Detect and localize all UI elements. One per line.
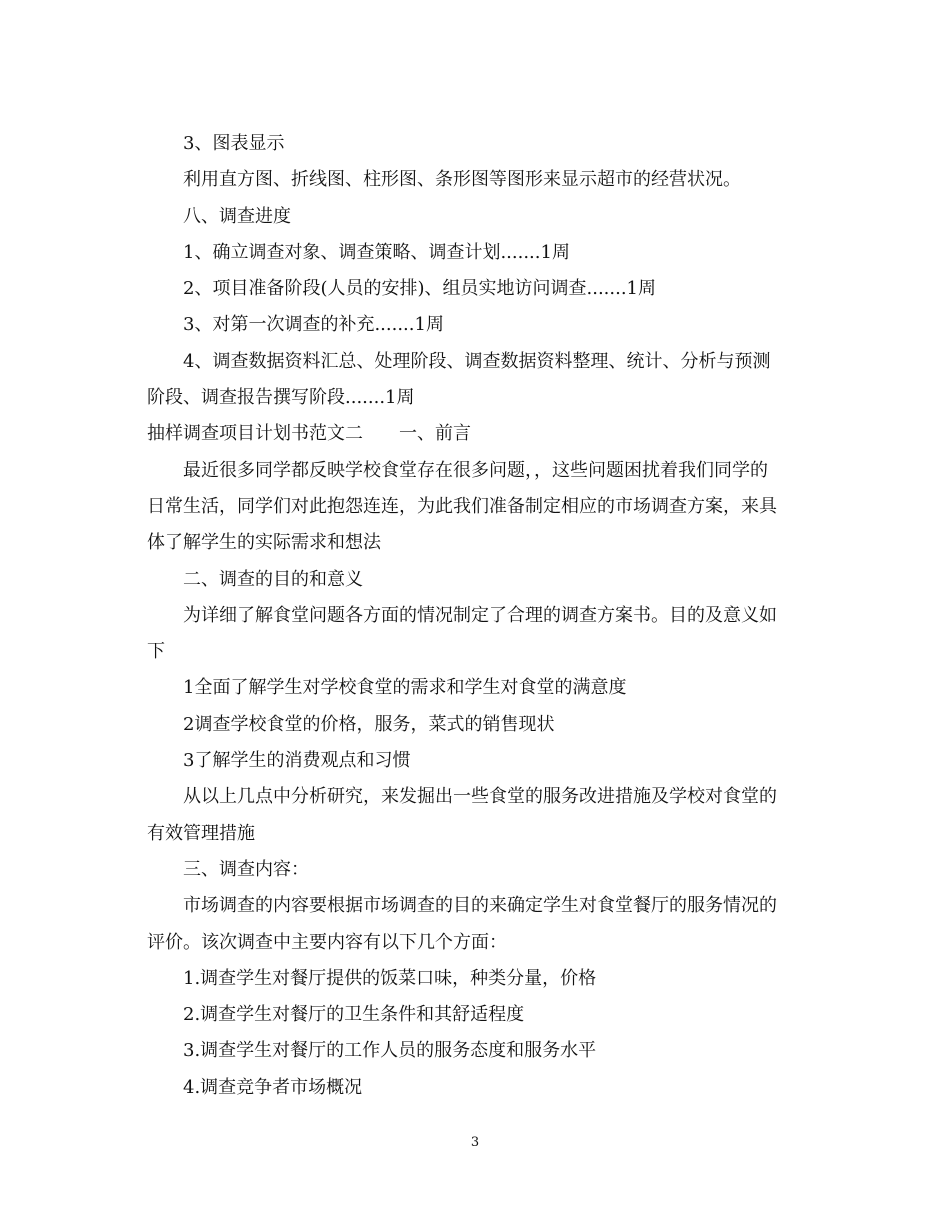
paragraph-line: 从以上几点中分析研究，来发掘出一些食堂的服务改进措施及学校对食堂的: [183, 786, 777, 808]
schedule-item-line1: 4、调查数据资料汇总、处理阶段、调查数据资料整理、统计、分析与预测: [183, 350, 771, 372]
section-heading-content: 三、调查内容：: [183, 858, 309, 880]
paragraph-line: 评价。该次调查中主要内容有以下几个方面：: [147, 931, 507, 953]
paragraph-line: 最近很多同学都反映学校食堂存在很多问题，，这些问题困扰着我们同学的: [183, 459, 768, 481]
schedule-item: 3、对第一次调查的补充.......1周: [183, 314, 444, 336]
paragraph-line: 有效管理措施: [147, 822, 255, 844]
paragraph: 利用直方图、折线图、柱形图、条形图等图形来显示超市的经营状况。: [183, 169, 741, 191]
list-item: 1全面了解学生对学校食堂的需求和学生对食堂的满意度: [183, 677, 627, 699]
heading-chart-display: 3、图表显示: [183, 133, 285, 154]
list-item: 2调查学校食堂的价格，服务，菜式的销售现状: [183, 713, 555, 735]
paragraph-line: 下: [147, 641, 165, 663]
page-body: [147, 132, 807, 1112]
list-item: 1.调查学生对餐厅提供的饭菜口味，种类分量，价格: [183, 967, 597, 989]
schedule-item-line2: 阶段、调查报告撰写阶段.......1周: [147, 387, 415, 409]
paragraph-line: 为详细了解食堂问题各方面的情况制定了合理的调查方案书。目的及意义如: [183, 604, 777, 626]
list-item: 4.调查竞争者市场概况: [183, 1076, 363, 1098]
list-item: 3了解学生的消费观点和习惯: [183, 750, 411, 772]
section-heading-purpose: 二、调查的目的和意义: [183, 568, 363, 590]
page-number: 3: [470, 1135, 480, 1150]
schedule-item: 1、确立调查对象、调查策略、调查计划.......1周: [183, 241, 570, 263]
list-item: 2.调查学生对餐厅的卫生条件和其舒适程度: [183, 1004, 525, 1026]
list-item: 3.调查学生对餐厅的工作人员的服务态度和服务水平: [183, 1040, 597, 1062]
paragraph-line: 市场调查的内容要根据市场调查的目的来确定学生对食堂餐厅的服务情况的: [183, 895, 777, 917]
paragraph-line: 日常生活，同学们对此抱怨连连，为此我们准备制定相应的市场调查方案，来具: [147, 495, 777, 517]
sample-title: 抽样调查项目计划书范文二 一、前言: [147, 423, 471, 445]
schedule-item: 2、项目准备阶段(人员的安排)、组员实地访问调查.......1周: [183, 278, 656, 300]
paragraph-line: 体了解学生的实际需求和想法: [147, 532, 381, 554]
section-heading-schedule: 八、调查进度: [183, 205, 291, 227]
